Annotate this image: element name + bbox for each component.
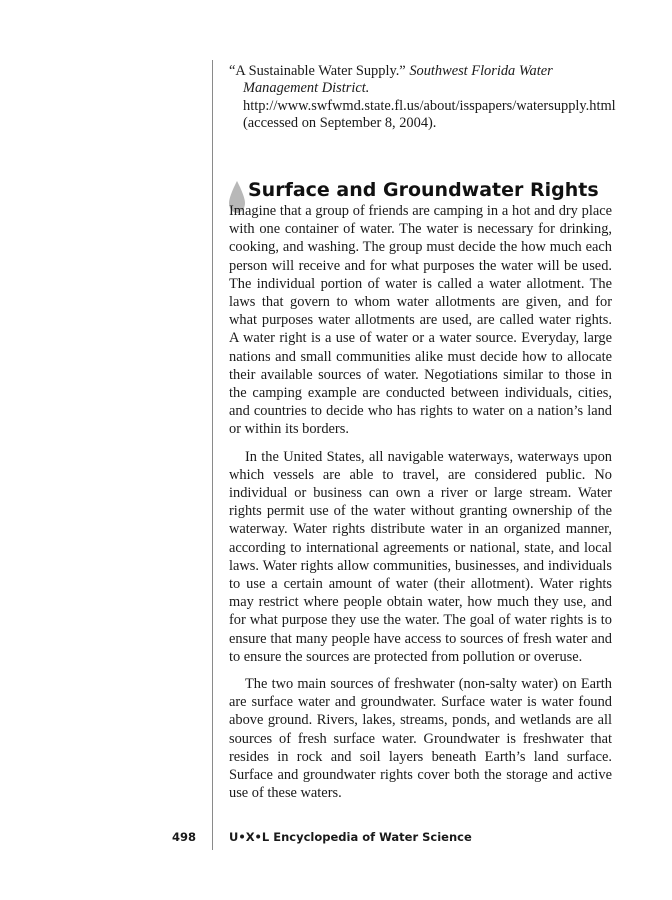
paragraph-2: In the United States, all navigable waterways, waterways upon which vessels are able to travel, are considered public. No individual or business can own a river or large stream. Water rights permit use of the water without granting ownership of the waterway. Water rights distribute water in an organized manner, according to international agreements or national, state, and local laws. Water rights allow communities, businesses, and individuals to use a certain amount of water (their allotment). Water rights may restrict where people obtain water, how much they use, and for what purpose they use the water. The goal of water rights is to ensure that many people have access to sources of fresh water and to ensure the sources are protected from pollution or overuse. [229, 448, 612, 665]
paragraph-1: Imagine that a group of friends are camping in a hot and dry place with one container of water. The water is necessary for drinking, cooking, and washing. The group must decide the how much each person will receive and for what purposes the water will be used. The individual portion of water is called a water allotment. The laws that govern to whom water allotments are given, and for what purposes water allotments are used, are called water rights. A water right is a use of water or a water source. Everyday, large nations and small communities alike must decide how to allocate their available sources of water. Negotiations similar to those in the camping example are conducted between individuals, cities, and countries to decide who has rights to water on a nation’s land or within its borders. [229, 203, 612, 438]
paragraph-3: The two main sources of freshwater (non-salty water) on Earth are surface water and groundwater. Surface water is water found above ground. Rivers, lakes, streams, ponds, and wetlands are all sources of fresh surface water. Groundwater is freshwater that resides in rock and soil layers beneath Earth’s land surface. Surface and groundwater rights cover both the storage and active use of these waters. [229, 676, 612, 802]
bibliography-citation [229, 63, 623, 132]
citation-source: Southwest Florida Water Management District. [243, 63, 553, 97]
citation-title: “A Sustainable Water Supply.” [229, 63, 406, 79]
article-body [229, 202, 612, 812]
margin-rule [212, 60, 213, 850]
section-heading: Surface and Groundwater Rights [248, 179, 599, 201]
page-number: 498 [172, 830, 197, 844]
book-title: U•X•L Encyclopedia of Water Science [229, 830, 472, 844]
citation-url: http://www.swfwmd.state.fl.us/about/isspapers/watersupply.html (accessed on September 8, 2004). [243, 97, 616, 131]
